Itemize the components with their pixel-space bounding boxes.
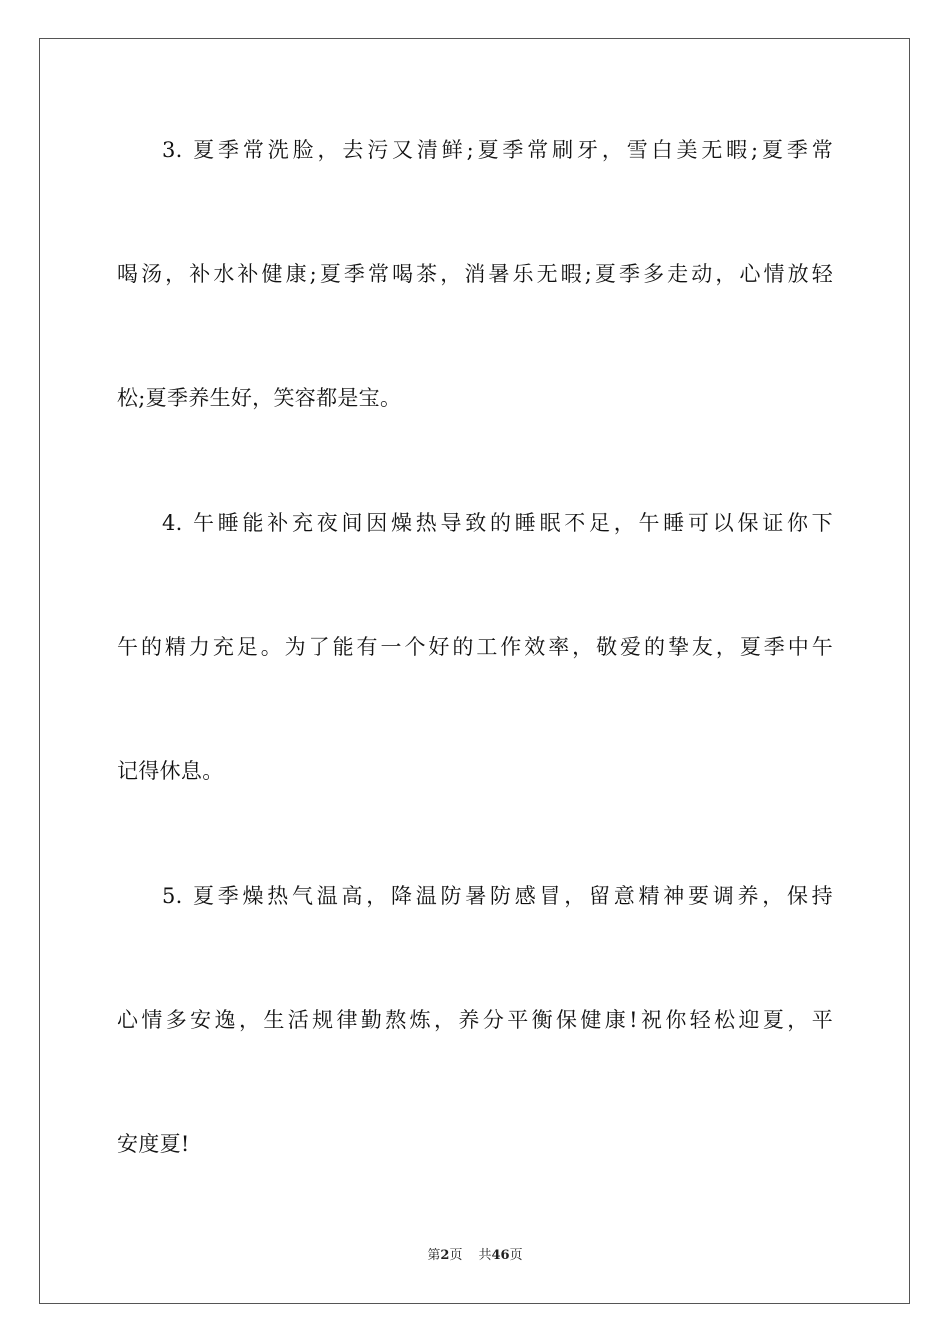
paragraph-3-line-2: 喝汤，补水补健康;夏季常喝茶，消暑乐无暇;夏季多走动，心情放轻 xyxy=(117,262,833,286)
page-prefix: 第 xyxy=(427,1248,441,1263)
paragraph-4-line-2: 午的精力充足。为了能有一个好的工作效率，敬爱的挚友，夏季中午 xyxy=(117,635,833,659)
total-pages: 46 xyxy=(491,1248,510,1263)
paragraph-5-line-3: 安度夏! xyxy=(117,1132,190,1156)
page-border xyxy=(39,38,910,1304)
paragraph-4-line-3: 记得休息。 xyxy=(117,759,224,783)
paragraph-3-line-1: 3. 夏季常洗脸，去污又清鲜;夏季常刷牙，雪白美无暇;夏季常 xyxy=(162,138,833,162)
page-suffix: 页 xyxy=(449,1248,463,1263)
paragraph-3-line-3: 松;夏季养生好，笑容都是宝。 xyxy=(117,386,402,410)
total-suffix: 页 xyxy=(509,1248,523,1263)
paragraph-5-line-2: 心情多安逸，生活规律勤熬炼，养分平衡保健康!祝你轻松迎夏，平 xyxy=(117,1008,833,1032)
total-prefix: 共 xyxy=(478,1248,492,1263)
paragraph-4-line-1: 4. 午睡能补充夜间因燥热导致的睡眠不足，午睡可以保证你下 xyxy=(162,511,833,535)
page-footer xyxy=(0,1247,950,1265)
paragraph-5-line-1: 5. 夏季燥热气温高，降温防暑防感冒，留意精神要调养，保持 xyxy=(162,884,833,908)
page-number: 2 xyxy=(440,1248,450,1263)
